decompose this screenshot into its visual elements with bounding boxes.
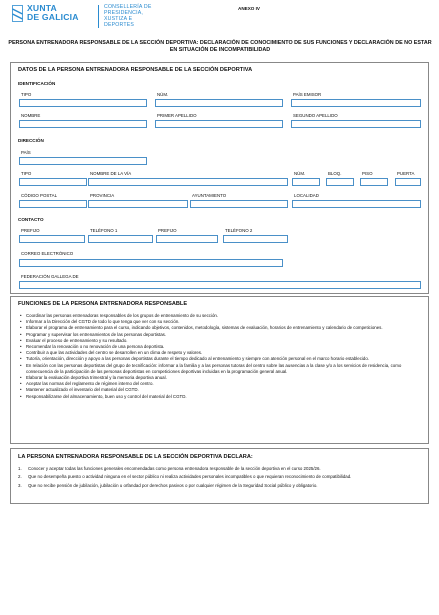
segundo-apellido-label: SEGUNDO APELLIDO <box>293 113 338 118</box>
document-title: PERSONA ENTRENADORA RESPONSABLE DE LA SECCIÓN DEPORTIVA: DECLARACIÓN DE CONOCIMIENTO DE SUS FUNCIONES Y DECLARACIÓN DE NO ESTAR EN SITUACIÓN DE INCOMPATIBILIDAD <box>8 40 432 53</box>
pais-emisor-field[interactable] <box>291 99 421 107</box>
prefijo2-field[interactable] <box>156 235 218 243</box>
tipo-via-field[interactable] <box>19 178 87 186</box>
correo-field[interactable] <box>19 259 283 267</box>
pais-field[interactable] <box>19 157 147 165</box>
puerta-label: PUERTA <box>397 171 415 176</box>
list-item: • Evaluar el proceso de entrenamiento y su resultado. <box>18 338 422 344</box>
list-item: • Recomendar la renovación o no renovación de una persona deportista. <box>18 344 422 350</box>
item-number: 2. <box>18 474 22 480</box>
tipo-via-label: TIPO <box>21 171 32 176</box>
list-item: • Contribuir a que las actividades del centro se desarrollen en un clima de respeto y valores. <box>18 350 422 356</box>
federacion-label: FEDERACIÓN GALLEGA DE <box>21 274 79 279</box>
primer-apellido-label: PRIMER APELLIDO <box>157 113 197 118</box>
funciones-section <box>10 296 429 444</box>
logo-divider <box>98 5 99 28</box>
telefono1-field[interactable] <box>88 235 153 243</box>
list-item: • Mantener actualizado el inventario del material del CGTD. <box>18 387 422 393</box>
xunta-emblem-icon <box>12 5 23 22</box>
tipo-label: TIPO <box>21 92 32 97</box>
xunta-logo <box>12 4 162 30</box>
ayuntamiento-field[interactable] <box>190 200 288 208</box>
item-text: Que no desempeña puesto o actividad ninguna en el sector público ni realiza actividades personales incompatibles o que requieran reconocimiento de compatibilidad. <box>28 474 352 480</box>
localidad-field[interactable] <box>292 200 421 208</box>
list-item: • Responsabilizarse del almacenamiento, buen uso y control del material del CGTD. <box>18 394 422 400</box>
identificacion-heading: IDENTIFICACIÓN <box>18 81 56 86</box>
correo-label: CORREO ELECTRÓNICO <box>21 251 74 256</box>
list-item: • Coordinar las personas entrenadoras responsables de los grupos de entrenamiento de su sección. <box>18 313 422 319</box>
telefono2-field[interactable] <box>223 235 288 243</box>
list-item: • En relación con las personas deportistas del grupo de tecnificación: informar a la familia y a las personas tutoras del centro sobre las ausencias a la clase y/o a los servicios de residencia, como consecuencia de la participación de las personas deportistas en competiciones deportivas incluidas en la programación general anual. <box>18 363 422 375</box>
federacion-field[interactable] <box>19 281 421 289</box>
declara-section <box>10 448 429 504</box>
prefijo2-label: PREFIJO <box>158 228 177 233</box>
nombre-via-label: NOMBRE DE LA VÍA <box>90 171 132 176</box>
declara-item-2 <box>18 474 422 480</box>
telefono2-label: TELÉFONO 2 <box>225 228 253 233</box>
bloq-field[interactable] <box>326 178 354 186</box>
list-item: • Aceptar las normas del reglamento de régimen interno del centro. <box>18 381 422 387</box>
nombre-label: NOMBRE <box>21 113 41 118</box>
nombre-via-field[interactable] <box>88 178 288 186</box>
list-item: • Tutoría, orientación, dirección y apoyo a las personas deportistas durante el tiempo dedicado al entrenamiento y siempre con atención personal en el marco horario establecido. <box>18 356 422 362</box>
declara-list <box>18 466 422 491</box>
provincia-field[interactable] <box>88 200 188 208</box>
declara-item-3 <box>18 483 422 489</box>
datos-section <box>10 62 429 294</box>
codigo-postal-label: CÓDIGO POSTAL <box>21 193 58 198</box>
declara-item-1 <box>18 466 422 472</box>
list-item: • Elaborar el programa de entrenamiento para el curso, indicando objetivos, contenidos, metodología, sistemas de evaluación, horarios de entrenamiento y calendario de competiciones. <box>18 325 422 331</box>
direccion-heading: DIRECCIÓN <box>18 138 44 143</box>
datos-section-title: DATOS DE LA PERSONA ENTRENADORA RESPONSABLE DE LA SECCIÓN DEPORTIVA <box>18 67 253 73</box>
prefijo1-field[interactable] <box>19 235 85 243</box>
annex-label: ANEXO IV <box>238 6 260 11</box>
num-field[interactable] <box>155 99 283 107</box>
num-label: NÚM. <box>157 92 169 97</box>
logo-text-galicia: DE GALICIA <box>27 12 79 22</box>
item-text: Conocer y aceptar todas las funciones generales encomendadas como persona entrenadora responsable de la sección deportiva en el curso 2025/26. <box>28 466 321 471</box>
provincia-label: PROVINCIA <box>90 193 115 198</box>
list-item: • Informar a la Dirección del CGTD de todo lo que tenga que ver con su sección. <box>18 319 422 325</box>
contacto-heading: CONTACTO <box>18 217 44 222</box>
nombre-field[interactable] <box>19 120 147 128</box>
segundo-apellido-field[interactable] <box>291 120 421 128</box>
item-number: 1. <box>18 466 22 471</box>
declara-section-title: LA PERSONA ENTRENADORA RESPONSABLE DE LA SECCIÓN DEPORTIVA DECLARA: <box>18 454 253 460</box>
prefijo1-label: PREFIJO <box>21 228 40 233</box>
tipo-field[interactable] <box>19 99 147 107</box>
puerta-field[interactable] <box>395 178 421 186</box>
piso-field[interactable] <box>360 178 388 186</box>
list-item: • Programar y supervisar los entrenamientos de las personas deportistas. <box>18 332 422 338</box>
funciones-list <box>18 313 422 400</box>
bloq-label: BLOQ. <box>328 171 342 176</box>
pais-emisor-label: PAÍS EMISOR <box>293 92 322 97</box>
piso-label: PISO <box>362 171 373 176</box>
item-number: 3. <box>18 482 22 488</box>
list-item: • Elaborar la evaluación deportiva trimestral y la memoria deportiva anual. <box>18 375 422 381</box>
num-via-field[interactable] <box>292 178 320 186</box>
department-name: CONSELLERÍA DE PRESIDENCIA, XUSTIZA E DEPORTES <box>104 4 152 28</box>
localidad-label: LOCALIDAD <box>294 193 319 198</box>
primer-apellido-field[interactable] <box>155 120 283 128</box>
codigo-postal-field[interactable] <box>19 200 87 208</box>
pais-label: PAÍS <box>21 150 31 155</box>
logo-text-xunta: XUNTA <box>27 3 57 13</box>
num-via-label: NÚM. <box>294 171 306 176</box>
telefono1-label: TELÉFONO 1 <box>90 228 118 233</box>
funciones-section-title: FUNCIONES DE LA PERSONA ENTRENADORA RESPONSABLE <box>18 301 188 307</box>
item-text: Que no recibe pensión de jubilación, jubilación u orfandad por derechos pasivos o por cualquier régimen de la Seguridad Social público y obligatorio. <box>28 482 318 488</box>
ayuntamiento-label: AYUNTAMIENTO <box>192 193 227 198</box>
